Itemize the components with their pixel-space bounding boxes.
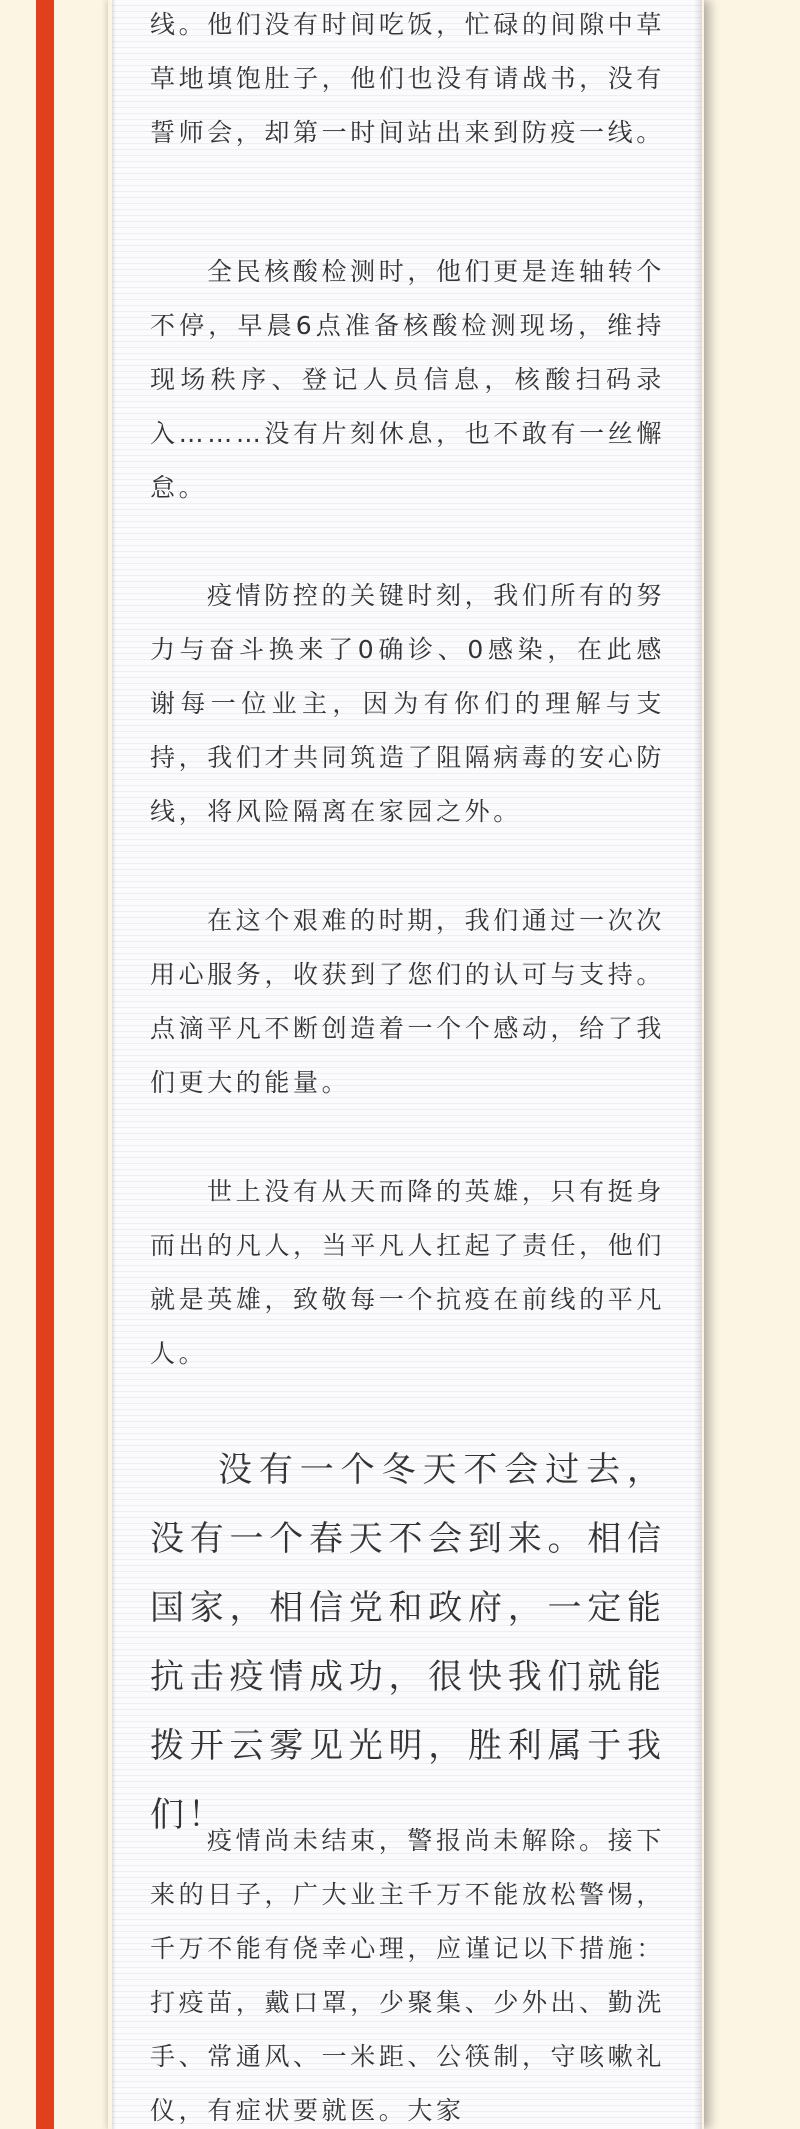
background-right (762, 0, 800, 2129)
background-left (0, 0, 34, 2129)
paragraph-service: 在这个艰难的时期，我们通过一次次用心服务，收获到了您们的认可与支持。点滴平凡不断创造着一个个感动，给了我们更大的能量。 (150, 906, 665, 1097)
paper-edge-left (112, 0, 116, 2129)
paragraph-spring-hope: 没有一个冬天不会过去，没有一个春天不会到来。相信国家，相信党和政府，一定能抗击疫情成功，很快我们就能拨开云雾见光明，胜利属于我们！ (150, 1450, 665, 1835)
paragraph-precautions: 疫情尚未结束，警报尚未解除。接下来的日子，广大业主千万不能放松警惕，千万不能有侥幸心理，应谨记以下措施：打疫苗，戴口罩，少聚集、少外出、勤洗手、常通风、一米距、公筷制，守咳嗽礼仪，有症状要就医。大家 (150, 1826, 665, 2125)
paragraph-nucleic-testing: 全民核酸检测时，他们更是连轴转个不停，早晨6点准备核酸检测现场，维持现场秩序、登记人员信息，核酸扫码录入………没有片刻休息，也不敢有一丝懈怠。 (150, 257, 665, 502)
paragraph-frontline: 线。他们没有时间吃饭，忙碌的间隙中草草地填饱肚子，他们也没有请战书，没有誓师会，却第一时间站出来到防疫一线。 (150, 10, 665, 147)
paper-edge-right (694, 0, 702, 2129)
paragraph-thanks-residents: 疫情防控的关键时刻，我们所有的努力与奋斗换来了0确诊、0感染，在此感谢每一位业主，因为有你们的理解与支持，我们才共同筑造了阻隔病毒的安心防线，将风险隔离在家园之外。 (150, 581, 665, 826)
paragraph-heroes: 世上没有从天而降的英雄，只有挺身而出的凡人，当平凡人扛起了责任，他们就是英雄，致敬每一个抗疫在前线的平凡人。 (150, 1177, 665, 1368)
red-border-stripe (36, 0, 54, 2129)
